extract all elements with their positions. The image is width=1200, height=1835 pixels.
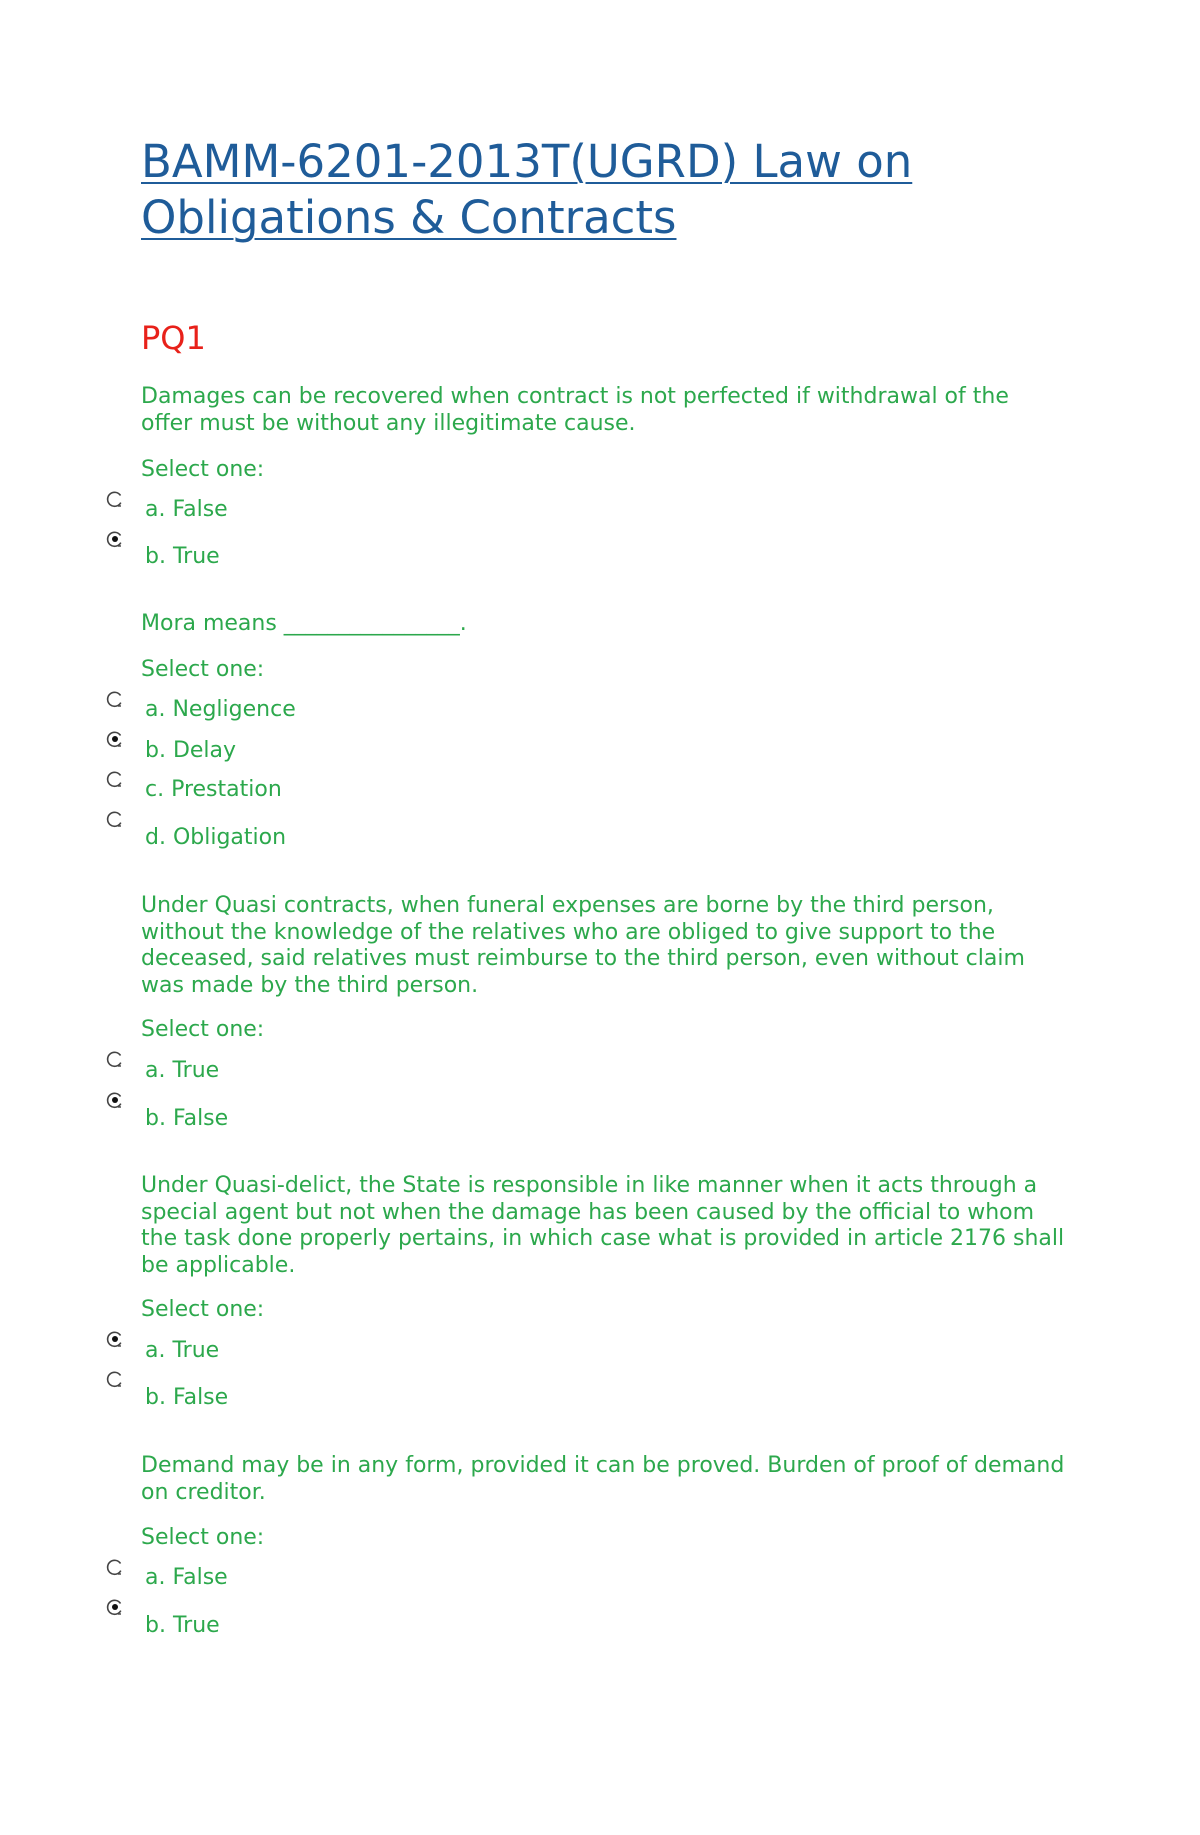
question-2-option-c[interactable]: c. Prestation: [145, 777, 282, 802]
radio-unchecked-icon[interactable]: [106, 810, 124, 828]
question-3-option-a[interactable]: a. True: [145, 1058, 220, 1083]
section-heading: PQ1: [141, 319, 206, 357]
question-2-prompt: Select one:: [141, 657, 265, 682]
radio-checked-icon[interactable]: [106, 530, 124, 548]
radio-unchecked-icon[interactable]: [106, 1050, 124, 1068]
question-2-option-b[interactable]: b. Delay: [145, 738, 237, 763]
question-1-option-a[interactable]: a. False: [145, 497, 228, 522]
question-2-option-a[interactable]: a. Negligence: [145, 697, 296, 722]
question-3-prompt: Select one:: [141, 1017, 265, 1042]
question-1-option-b[interactable]: b. True: [145, 544, 220, 569]
question-2-text: Mora means ________________.: [141, 611, 467, 636]
radio-unchecked-icon[interactable]: [106, 1370, 124, 1388]
radio-checked-icon[interactable]: [106, 1091, 124, 1109]
radio-checked-icon[interactable]: [106, 730, 124, 748]
question-2-option-d[interactable]: d. Obligation: [145, 825, 287, 850]
question-4-prompt: Select one:: [141, 1297, 265, 1322]
radio-unchecked-icon[interactable]: [106, 490, 124, 508]
radio-unchecked-icon[interactable]: [106, 770, 124, 788]
question-3-text: Under Quasi contracts, when funeral expenses are borne by the third person, without the knowledge of the relatives who are obliged to give support to the deceased, said relatives must reimburse to the third person, even without claim was made by the third person.: [141, 893, 1025, 998]
question-5-option-b[interactable]: b. True: [145, 1613, 220, 1638]
question-1-prompt: Select one:: [141, 457, 265, 482]
question-1-text: Damages can be recovered when contract is not perfected if withdrawal of the offer must be without any illegitimate cause.: [141, 384, 1009, 436]
radio-unchecked-icon[interactable]: [106, 690, 124, 708]
radio-checked-icon[interactable]: [106, 1598, 124, 1616]
radio-unchecked-icon[interactable]: [106, 1558, 124, 1576]
radio-checked-icon[interactable]: [106, 1330, 124, 1348]
question-3-option-b[interactable]: b. False: [145, 1106, 229, 1131]
question-4-text: Under Quasi-delict, the State is responsible in like manner when it acts through a special agent but not when the damage has been caused by the official to whom the task done properly pertains, in which case what is provided in article 2176 shall be applicable.: [141, 1173, 1065, 1278]
question-4-option-a[interactable]: a. True: [145, 1338, 220, 1363]
question-4-option-b[interactable]: b. False: [145, 1385, 229, 1410]
question-5-prompt: Select one:: [141, 1525, 265, 1550]
document-title: BAMM-6201-2013T(UGRD) Law on Obligations & Contracts: [141, 135, 913, 244]
question-5-option-a[interactable]: a. False: [145, 1565, 228, 1590]
question-5-text: Demand may be in any form, provided it can be proved. Burden of proof of demand on creditor.: [141, 1453, 1065, 1505]
